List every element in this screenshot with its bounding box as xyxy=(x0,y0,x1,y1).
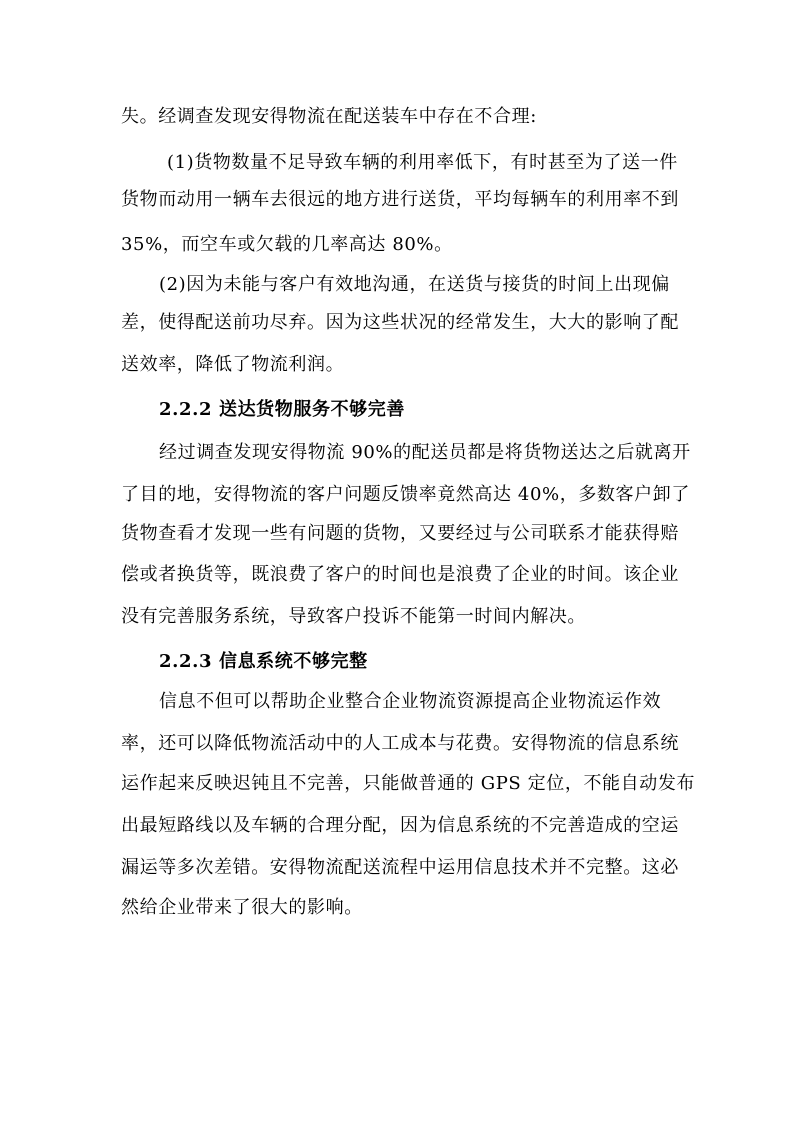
paragraph-line: 出最短路线以及车辆的合理分配，因为信息系统的不完善造成的空运 xyxy=(121,815,679,836)
list-item-2: (2)因为未能与客户有效地沟通，在送货与接货的时间上出现偏 xyxy=(159,274,670,295)
paragraph-line: 35%，而空车或欠载的几率高达 80%。 xyxy=(121,234,453,255)
paragraph-line: 了目的地，安得物流的客户问题反馈率竟然高达 40%，多数客户卸了 xyxy=(121,484,690,505)
paragraph-line: 率，还可以降低物流活动中的人工成本与花费。安得物流的信息系统 xyxy=(121,733,679,754)
paragraph-line: 经过调查发现安得物流 90%的配送员都是将货物送达之后就离开 xyxy=(159,442,691,463)
paragraph-line: 货物而动用一辆车去很远的地方进行送货，平均每辆车的利用率不到 xyxy=(121,189,679,210)
section-heading-2-2-2: 2.2.2 送达货物服务不够完善 xyxy=(159,399,405,420)
paragraph-line: 差，使得配送前功尽弃。因为这些状况的经常发生，大大的影响了配 xyxy=(121,312,679,333)
paragraph-line: 没有完善服务系统，导致客户投诉不能第一时间内解决。 xyxy=(121,606,586,627)
paragraph-line: 偿或者换货等，既浪费了客户的时间也是浪费了企业的时间。该企业 xyxy=(121,564,679,585)
list-item-1: (1)货物数量不足导致车辆的利用率低下，有时甚至为了送一件 xyxy=(167,152,678,173)
section-heading-2-2-3: 2.2.3 信息系统不够完整 xyxy=(159,651,368,672)
paragraph-line: 货物查看才发现一些有问题的货物，又要经过与公司联系才能获得赔 xyxy=(121,523,679,544)
paragraph-line: 失。经调查发现安得物流在配送装车中存在不合理: xyxy=(121,106,537,127)
paragraph-line: 运作起来反映迟钝且不完善，只能做普通的 GPS 定位，不能自动发布 xyxy=(121,773,696,794)
paragraph-line: 信息不但可以帮助企业整合企业物流资源提高企业物流运作效 xyxy=(159,691,662,712)
paragraph-line: 然给企业带来了很大的影响。 xyxy=(121,897,363,918)
paragraph-line: 漏运等多次差错。安得物流配送流程中运用信息技术并不完整。这必 xyxy=(121,857,679,878)
paragraph-line: 送效率，降低了物流利润。 xyxy=(121,354,345,375)
